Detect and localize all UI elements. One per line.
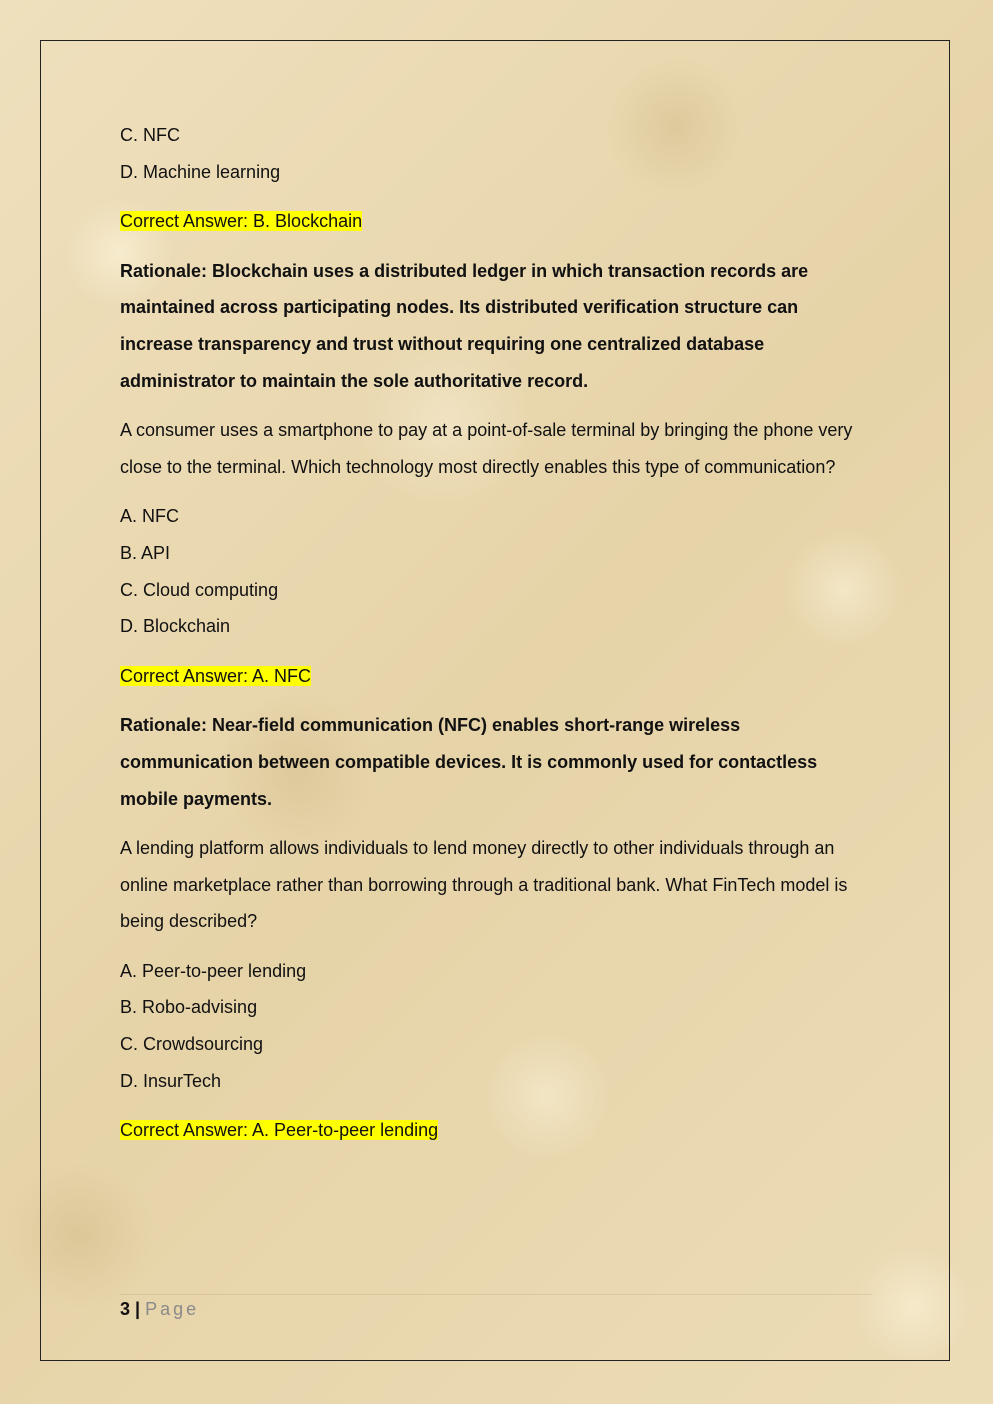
correct-answer: Correct Answer: A. NFC — [120, 665, 312, 686]
option-d: D. Blockchain — [120, 616, 231, 637]
rationale: Rationale: Near-field communication (NFC) enables short-range wireless communication between compatible devices. It is commonly used for contactless mobile payments. — [120, 715, 818, 809]
option-c: C. NFC — [120, 125, 180, 145]
option-c: C. Cloud computing — [120, 579, 279, 600]
correct-answer: Correct Answer: B. Blockchain — [120, 211, 363, 232]
document-body — [120, 117, 872, 1149]
page-separator: | — [135, 1299, 141, 1319]
option-a: A. NFC — [120, 506, 180, 527]
option-c: C. Crowdsourcing — [120, 1034, 264, 1055]
option-d: D. Machine learning — [120, 161, 281, 182]
option-a: A. Peer-to-peer lending — [120, 960, 307, 981]
option-d: D. InsurTech — [120, 1070, 222, 1091]
question-text: A lending platform allows individuals to lend money directly to other individuals through an online marketplace rather than borrowing through a traditional bank. What FinTech model is being described? — [120, 838, 848, 932]
page-label: Page — [145, 1299, 200, 1319]
option-b: B. API — [120, 542, 171, 563]
correct-answer: Correct Answer: A. Peer-to-peer lending — [120, 1120, 439, 1141]
option-b: B. Robo-advising — [120, 997, 258, 1018]
page-number: 3 — [120, 1299, 131, 1319]
rationale: Rationale: Blockchain uses a distributed ledger in which transaction records are maintained across participating nodes. Its distributed verification structure can increase transparency and trust without requiring one centralized database administrator to maintain the sole authoritative record. — [120, 260, 809, 391]
page-footer — [120, 1294, 872, 1323]
question-text: A consumer uses a smartphone to pay at a point-of-sale terminal by bringing the phone very close to the terminal. Which technology most directly enables this type of communication? — [120, 420, 853, 477]
